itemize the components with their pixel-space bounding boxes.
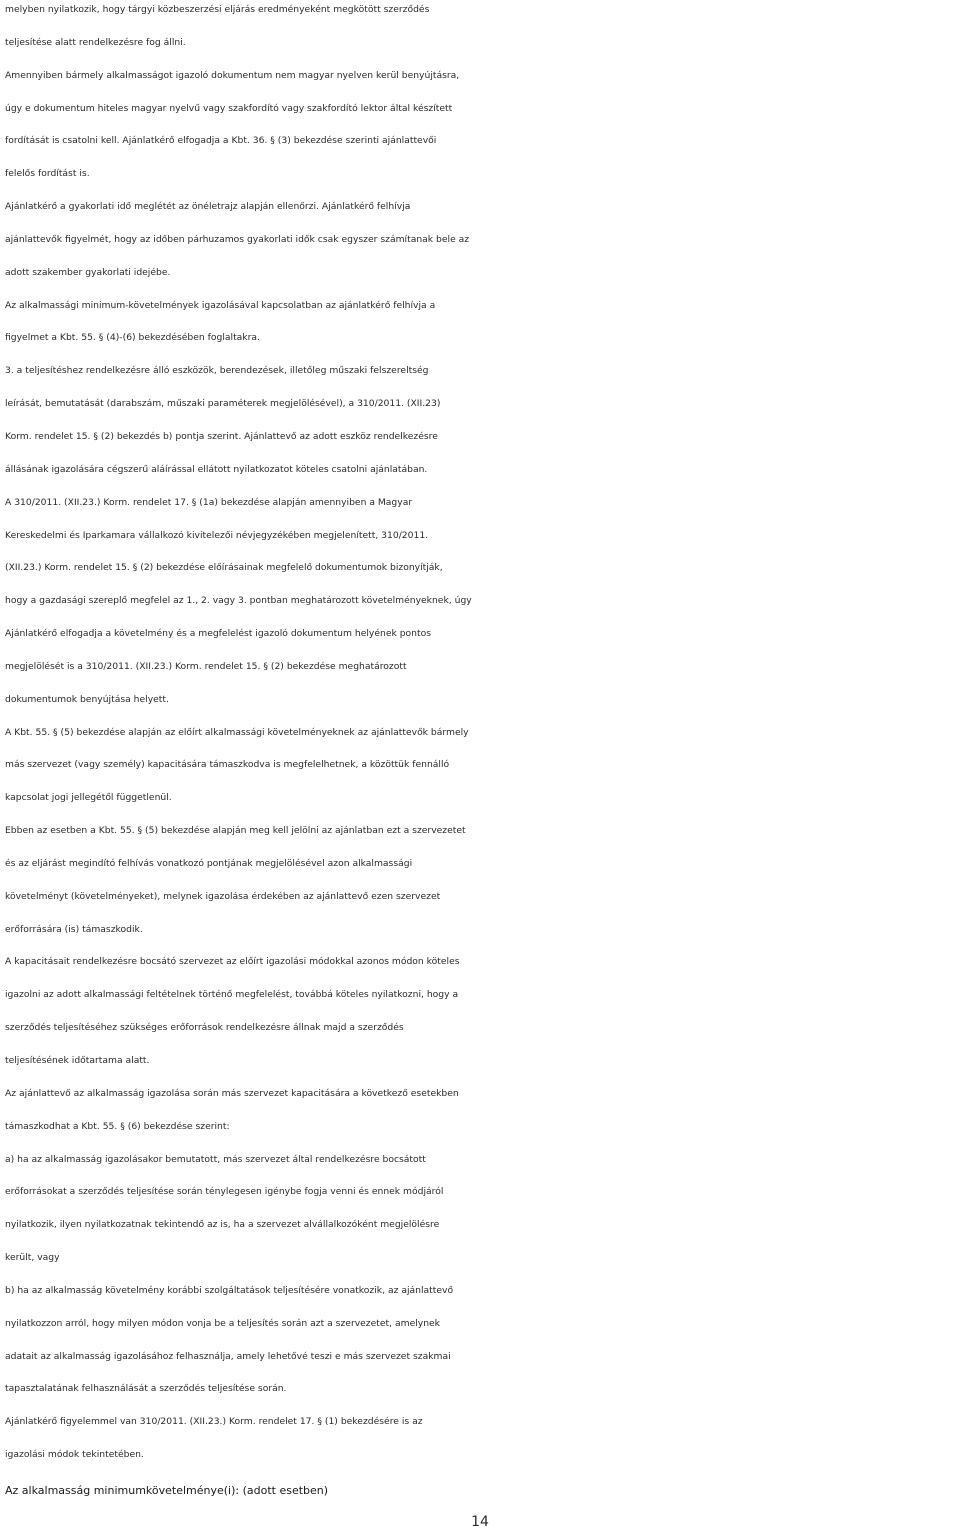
text-line: és az eljárást megindító felhívás vonatkozó pontjának megjelölésével azon alkalmassági bbox=[5, 857, 413, 869]
text-line: 3. a teljesítéshez rendelkezésre álló eszközök, berendezések, illetőleg műszaki felszereltség bbox=[5, 365, 429, 377]
text-line: Amennyiben bármely alkalmasságot igazoló dokumentum nem magyar nyelven kerül benyújtásra, bbox=[5, 69, 460, 81]
text-line: igazolni az adott alkalmassági feltételnek történő megfelelést, továbbá köteles nyilatkozni, hogy a bbox=[5, 989, 459, 1001]
text-line: Ajánlatkérő a gyakorlati idő meglétét az önéletrajz alapján ellenőrzi. Ajánlatkérő felhívja bbox=[5, 201, 411, 213]
text-line: támaszkodhat a Kbt. 55. § (6) bekezdése szerint: bbox=[5, 1120, 230, 1132]
text-line: figyelmet a Kbt. 55. § (4)-(6) bekezdésében foglaltakra. bbox=[5, 332, 260, 344]
text-line: hogy a gazdasági szereplő megfelel az 1., 2. vagy 3. pontban meghatározott követelményeknek, úgy bbox=[5, 595, 472, 607]
text-line: más szervezet (vagy személy) kapacitására támaszkodva is megfelelhetnek, a közöttük fennálló bbox=[5, 759, 450, 771]
text-line: kapcsolat jogi jellegétől függetlenül. bbox=[5, 792, 172, 804]
text-line: úgy e dokumentum hiteles magyar nyelvű vagy szakfordító vagy szakfordító lektor által készített bbox=[5, 102, 453, 114]
text-line: igazolási módok tekintetében. bbox=[5, 1449, 144, 1461]
text-line: adott szakember gyakorlati idejébe. bbox=[5, 266, 171, 278]
text-line: erőforrásokat a szerződés teljesítése során ténylegesen igénybe fogja venni és ennek módjáról bbox=[5, 1186, 444, 1198]
text-line: fordítását is csatolni kell. Ajánlatkérő elfogadja a Kbt. 36. § (3) bekezdése szerinti ajánlattevői bbox=[5, 135, 437, 147]
text-line: teljesítése alatt rendelkezésre fog állni. bbox=[5, 36, 186, 48]
text-line: Korm. rendelet 15. § (2) bekezdés b) pontja szerint. Ajánlattevő az adott eszköz rendelkezésre bbox=[5, 430, 438, 442]
section-heading: Az alkalmasság minimumkövetelménye(i): (adott esetben) bbox=[5, 1483, 329, 1497]
text-line: megjelölését is a 310/2011. (XII.23.) Korm. rendelet 15. § (2) bekezdése meghatározott bbox=[5, 660, 407, 672]
text-line: A 310/2011. (XII.23.) Korm. rendelet 17. § (1a) bekezdése alapján amennyiben a Magyar bbox=[5, 496, 413, 508]
page-number: 14 bbox=[471, 1514, 489, 1530]
text-line: melyben nyilatkozik, hogy tárgyi közbeszerzési eljárás eredményeként megkötött szerződés bbox=[5, 4, 430, 15]
text-line: került, vagy bbox=[5, 1252, 60, 1264]
text-line: követelményt (követelményeket), melynek igazolása érdekében az ajánlattevő ezen szervezet bbox=[5, 890, 441, 902]
text-line: állásának igazolására cégszerű aláírással ellátott nyilatkozatot köteles csatolni ajánlatában. bbox=[5, 463, 428, 475]
text-line: b) ha az alkalmasság követelmény korábbi szolgáltatások teljesítésére vonatkozik, az ajánlattevő bbox=[5, 1284, 454, 1296]
text-line: adatait az alkalmasság igazolásához felhasználja, amely lehetővé teszi e más szervezet szakmai bbox=[5, 1350, 451, 1362]
text-line: Kereskedelmi és Iparkamara vállalkozó kivitelezői névjegyzékében megjelenített, 310/2011. bbox=[5, 529, 429, 541]
text-line: Ajánlatkérő figyelemmel van 310/2011. (XII.23.) Korm. rendelet 17. § (1) bekezdésére is az bbox=[5, 1416, 423, 1428]
text-line: A Kbt. 55. § (5) bekezdése alapján az előírt alkalmassági követelményeknek az ajánlattevők bármely bbox=[5, 726, 469, 738]
text-line: ajánlattevők figyelmét, hogy az időben párhuzamos gyakorlati idők csak egyszer számítanak bele az bbox=[5, 233, 470, 245]
text-line: A kapacitásait rendelkezésre bocsátó szervezet az előírt igazolási módokkal azonos módon köteles bbox=[5, 956, 460, 968]
text-line: nyilatkozzon arról, hogy milyen módon vonja be a teljesítés során azt a szervezetet, amelynek bbox=[5, 1317, 441, 1329]
text-line: erőforrására (is) támaszkodik. bbox=[5, 923, 143, 935]
text-line: Az ajánlattevő az alkalmasság igazolása során más szervezet kapacitására a következő esetekben bbox=[5, 1087, 459, 1099]
text-line: Ajánlatkérő elfogadja a követelmény és a megfelelést igazoló dokumentum helyének pontos bbox=[5, 628, 431, 640]
document-body bbox=[5, 0, 954, 1505]
text-line: Ebben az esetben a Kbt. 55. § (5) bekezdése alapján meg kell jelölni az ajánlatban ezt a szervezetet bbox=[5, 825, 466, 837]
text-line: (XII.23.) Korm. rendelet 15. § (2) bekezdése előírásainak megfelelő dokumentumok bizonyítják, bbox=[5, 562, 443, 574]
text-line: felelős fordítást is. bbox=[5, 168, 90, 180]
text-line: dokumentumok benyújtása helyett. bbox=[5, 693, 169, 705]
text-line: tapasztalatának felhasználását a szerződés teljesítése során. bbox=[5, 1383, 287, 1395]
text-line: teljesítésének időtartama alatt. bbox=[5, 1055, 150, 1066]
text-line: nyilatkozik, ilyen nyilatkozatnak tekintendő az is, ha a szervezet alvállalkozóként megjelölésre bbox=[5, 1219, 440, 1231]
text-line: a) ha az alkalmasság igazolásakor bemutatott, más szervezet által rendelkezésre bocsátott bbox=[5, 1153, 426, 1165]
text-line: Az alkalmassági minimum-követelmények igazolásával kapcsolatban az ajánlatkérő felhívja a bbox=[5, 299, 436, 311]
text-line: szerződés teljesítéséhez szükséges erőforrások rendelkezésre állnak majd a szerződés bbox=[5, 1022, 404, 1034]
text-line: leírását, bemutatását (darabszám, műszaki paraméterek megjelölésével), a 310/2011. (XII.23) bbox=[5, 398, 441, 410]
